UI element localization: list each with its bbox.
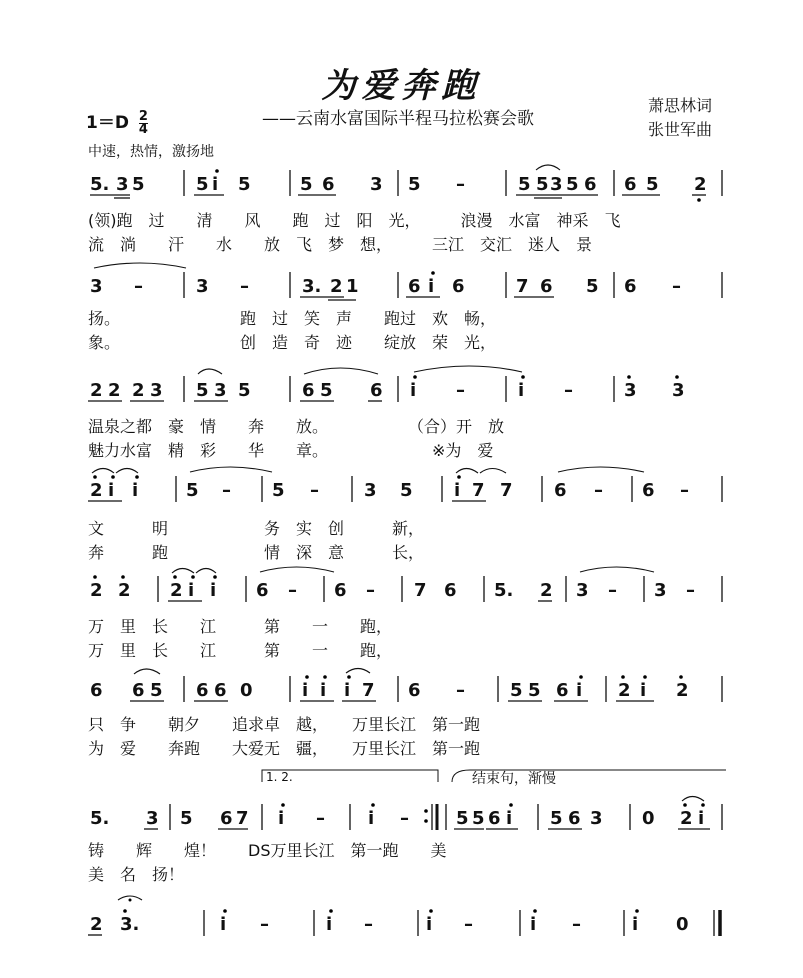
svg-text:5: 5 (472, 808, 485, 829)
svg-text:2: 2 (90, 380, 103, 401)
svg-text:5: 5 (320, 380, 333, 401)
svg-text:6: 6 (408, 276, 421, 297)
svg-text:5: 5 (456, 808, 469, 829)
svg-text:i: i (426, 914, 433, 935)
svg-text:–: – (134, 276, 143, 297)
svg-text:i: i (506, 808, 513, 829)
svg-text:–: – (456, 680, 465, 701)
svg-text:3: 3 (654, 580, 667, 601)
svg-text:i: i (320, 680, 327, 701)
lyrics-line-4b: 奔 跑 情 深 意 长， (88, 543, 425, 562)
svg-text:5.: 5. (494, 580, 514, 601)
svg-text:6: 6 (584, 174, 597, 195)
svg-text:–: – (310, 480, 319, 501)
svg-text:5: 5 (400, 480, 413, 501)
svg-text:–: – (288, 580, 297, 601)
svg-text:–: – (240, 276, 249, 297)
svg-text:2: 2 (694, 174, 707, 195)
lyrics-line-6b: 为 爱 奔跑 大爱无 疆， 万里长江 第一跑 (88, 739, 481, 758)
svg-text:5: 5 (180, 808, 193, 829)
svg-text:5.: 5. (90, 174, 110, 195)
time-top: 2 (138, 108, 148, 124)
svg-text:3: 3 (146, 808, 159, 829)
lyrics-line-6a: 只 争 朝夕 追求卓 越， 万里长江 第一跑 (88, 715, 481, 734)
svg-text:6: 6 (196, 680, 209, 701)
svg-text:–: – (366, 580, 375, 601)
svg-text:2: 2 (132, 380, 145, 401)
svg-text:i: i (698, 808, 705, 829)
notation-system-2 (0, 262, 803, 302)
svg-text:i: i (344, 680, 351, 701)
svg-text:i: i (530, 914, 537, 935)
svg-text:6: 6 (302, 380, 315, 401)
svg-text:–: – (564, 380, 573, 401)
svg-text:i: i (368, 808, 375, 829)
lyrics-line-2b: 象。 创 造 奇 迹 绽放 荣 光， (88, 333, 497, 352)
svg-text:3: 3 (90, 276, 103, 297)
svg-text:6: 6 (220, 808, 233, 829)
svg-text:i: i (210, 580, 217, 601)
svg-text:i: i (188, 580, 195, 601)
svg-text:0: 0 (676, 914, 689, 935)
svg-text:2: 2 (90, 580, 103, 601)
svg-text:6: 6 (540, 276, 553, 297)
measure-6 (622, 174, 707, 202)
svg-text:6: 6 (452, 276, 465, 297)
svg-text:–: – (608, 580, 617, 601)
measure-3 (298, 174, 383, 195)
svg-text:2: 2 (170, 580, 183, 601)
svg-text:3: 3 (364, 480, 377, 501)
svg-text:0: 0 (642, 808, 655, 829)
svg-text:3: 3 (624, 380, 637, 401)
svg-text:5: 5 (528, 680, 541, 701)
svg-text:i: i (454, 480, 461, 501)
svg-text:5: 5 (272, 480, 285, 501)
svg-text:2: 2 (680, 808, 693, 829)
lyrics-line-1b: 流 淌 汗 水 放 飞 梦 想， 三江 交汇 迷人 景 (88, 235, 593, 254)
svg-text:i: i (326, 914, 333, 935)
svg-text:5: 5 (536, 174, 549, 195)
notation-system-1 (0, 160, 803, 200)
svg-text:1: 1 (346, 276, 359, 297)
svg-text:2: 2 (90, 914, 103, 935)
song-subtitle: ——云南水富国际半程马拉松赛会歌 (262, 109, 534, 129)
svg-text:3: 3 (116, 174, 129, 195)
svg-text:2: 2 (118, 580, 131, 601)
lyrics-line-1a: (领)跑 过 清 风 跑 过 阳 光， 浪漫 水富 神采 飞 (88, 211, 621, 230)
svg-text:2: 2 (540, 580, 553, 601)
svg-text:i: i (632, 914, 639, 935)
svg-text:6: 6 (642, 480, 655, 501)
svg-text:0: 0 (240, 680, 253, 701)
time-signature (138, 108, 148, 137)
svg-text:5: 5 (186, 480, 199, 501)
svg-text:5: 5 (518, 174, 531, 195)
svg-text:5: 5 (550, 808, 563, 829)
svg-text:–: – (222, 480, 231, 501)
volta-brackets (0, 762, 803, 790)
svg-text:5: 5 (510, 680, 523, 701)
measure-1 (90, 174, 145, 198)
svg-text:6: 6 (554, 480, 567, 501)
svg-text:3: 3 (550, 174, 563, 195)
svg-text:7: 7 (516, 276, 529, 297)
svg-text:2: 2 (618, 680, 631, 701)
notation-system-8 (0, 896, 803, 940)
svg-text:i: i (640, 680, 647, 701)
measure-2 (194, 169, 251, 195)
svg-text:3.: 3. (302, 276, 322, 297)
svg-text:5: 5 (300, 174, 313, 195)
composer-credit: 张世军曲 (648, 120, 713, 139)
svg-text:2: 2 (330, 276, 343, 297)
svg-text:6: 6 (322, 174, 335, 195)
tempo-marking: 中速，热情，激扬地 (88, 144, 214, 160)
svg-text:–: – (456, 174, 465, 195)
svg-text:5.: 5. (90, 808, 110, 829)
svg-text:3: 3 (214, 380, 227, 401)
svg-text:5: 5 (566, 174, 579, 195)
svg-text:–: – (260, 914, 269, 935)
svg-text:6: 6 (90, 680, 103, 701)
song-title: 为爱奔跑 (321, 66, 482, 106)
svg-text:6: 6 (334, 580, 347, 601)
svg-text:6: 6 (568, 808, 581, 829)
svg-text:6: 6 (556, 680, 569, 701)
measure-4 (408, 174, 465, 195)
notation-system-7 (0, 794, 803, 834)
svg-text:–: – (680, 480, 689, 501)
svg-text:i: i (576, 680, 583, 701)
svg-text:5: 5 (150, 680, 163, 701)
svg-text:6: 6 (624, 174, 637, 195)
svg-text:6: 6 (370, 380, 383, 401)
svg-text:–: – (364, 914, 373, 935)
svg-text:i: i (278, 808, 285, 829)
svg-text:3: 3 (196, 276, 209, 297)
lyrics-line-3b: 魅力水富 精 彩 华 章。 ※为 爱 (88, 441, 494, 460)
svg-text:i: i (212, 174, 219, 195)
svg-text:3: 3 (150, 380, 163, 401)
time-bottom: 4 (138, 121, 148, 137)
svg-text:6: 6 (408, 680, 421, 701)
svg-text:–: – (672, 276, 681, 297)
coda-label: 结束句，渐慢 (472, 771, 556, 787)
svg-text:7: 7 (472, 480, 485, 501)
svg-text:3: 3 (590, 808, 603, 829)
key-label: 1＝D (86, 113, 129, 133)
svg-text:7: 7 (362, 680, 375, 701)
key-signature (86, 108, 148, 136)
svg-text:2: 2 (90, 480, 103, 501)
svg-text:i: i (518, 380, 525, 401)
svg-text:6: 6 (444, 580, 457, 601)
svg-text:6: 6 (132, 680, 145, 701)
lyrics-line-2a: 扬。 跑 过 笑 声 跑过 欢 畅， (88, 309, 497, 328)
notation-system-3 (0, 366, 803, 406)
svg-text:i: i (410, 380, 417, 401)
svg-text:3: 3 (370, 174, 383, 195)
svg-text:5: 5 (132, 174, 145, 195)
svg-text:5: 5 (586, 276, 599, 297)
lyrics-line-7b: 美 名 扬！ (88, 865, 185, 884)
svg-text:2: 2 (676, 680, 689, 701)
svg-text:–: – (594, 480, 603, 501)
svg-text:5: 5 (196, 174, 209, 195)
svg-text:3: 3 (672, 380, 685, 401)
svg-text:7: 7 (414, 580, 427, 601)
notation-system-6 (0, 666, 803, 706)
svg-text:–: – (686, 580, 695, 601)
lyrics-line-5b: 万 里 长 江 第 一 跑， (88, 641, 393, 660)
measure-5 (516, 165, 598, 198)
svg-text:i: i (220, 914, 227, 935)
svg-text:5: 5 (408, 174, 421, 195)
svg-text:–: – (456, 380, 465, 401)
svg-text:5: 5 (238, 380, 251, 401)
svg-text:5: 5 (238, 174, 251, 195)
notation-system-4 (0, 466, 803, 506)
svg-text:i: i (428, 276, 435, 297)
svg-text:6: 6 (214, 680, 227, 701)
svg-text:6: 6 (256, 580, 269, 601)
first-ending-label: 1. 2. (266, 770, 293, 784)
svg-text:5: 5 (196, 380, 209, 401)
svg-text:3.: 3. (120, 914, 140, 935)
notation-system-5 (0, 566, 803, 606)
svg-text:–: – (464, 914, 473, 935)
svg-text:3: 3 (576, 580, 589, 601)
svg-text:–: – (316, 808, 325, 829)
svg-text:i: i (108, 480, 115, 501)
lyrics-line-4a: 文 明 务 实 创 新， (88, 519, 425, 538)
svg-text:i: i (132, 480, 139, 501)
svg-text:5: 5 (646, 174, 659, 195)
svg-text:–: – (400, 808, 409, 829)
svg-text:i: i (302, 680, 309, 701)
svg-text:2: 2 (108, 380, 121, 401)
lyrics-line-3a: 温泉之都 豪 情 奔 放。 （合）开 放 (88, 417, 505, 436)
lyrics-line-7a: 铸 辉 煌！ DS万里长江 第一跑 美 (88, 841, 447, 860)
svg-text:7: 7 (500, 480, 513, 501)
svg-text:6: 6 (488, 808, 501, 829)
lyricist-credit: 萧思林词 (648, 96, 713, 115)
svg-text:6: 6 (624, 276, 637, 297)
svg-text:7: 7 (236, 808, 249, 829)
lyrics-line-5a: 万 里 长 江 第 一 跑， (88, 617, 393, 636)
svg-text:–: – (572, 914, 581, 935)
